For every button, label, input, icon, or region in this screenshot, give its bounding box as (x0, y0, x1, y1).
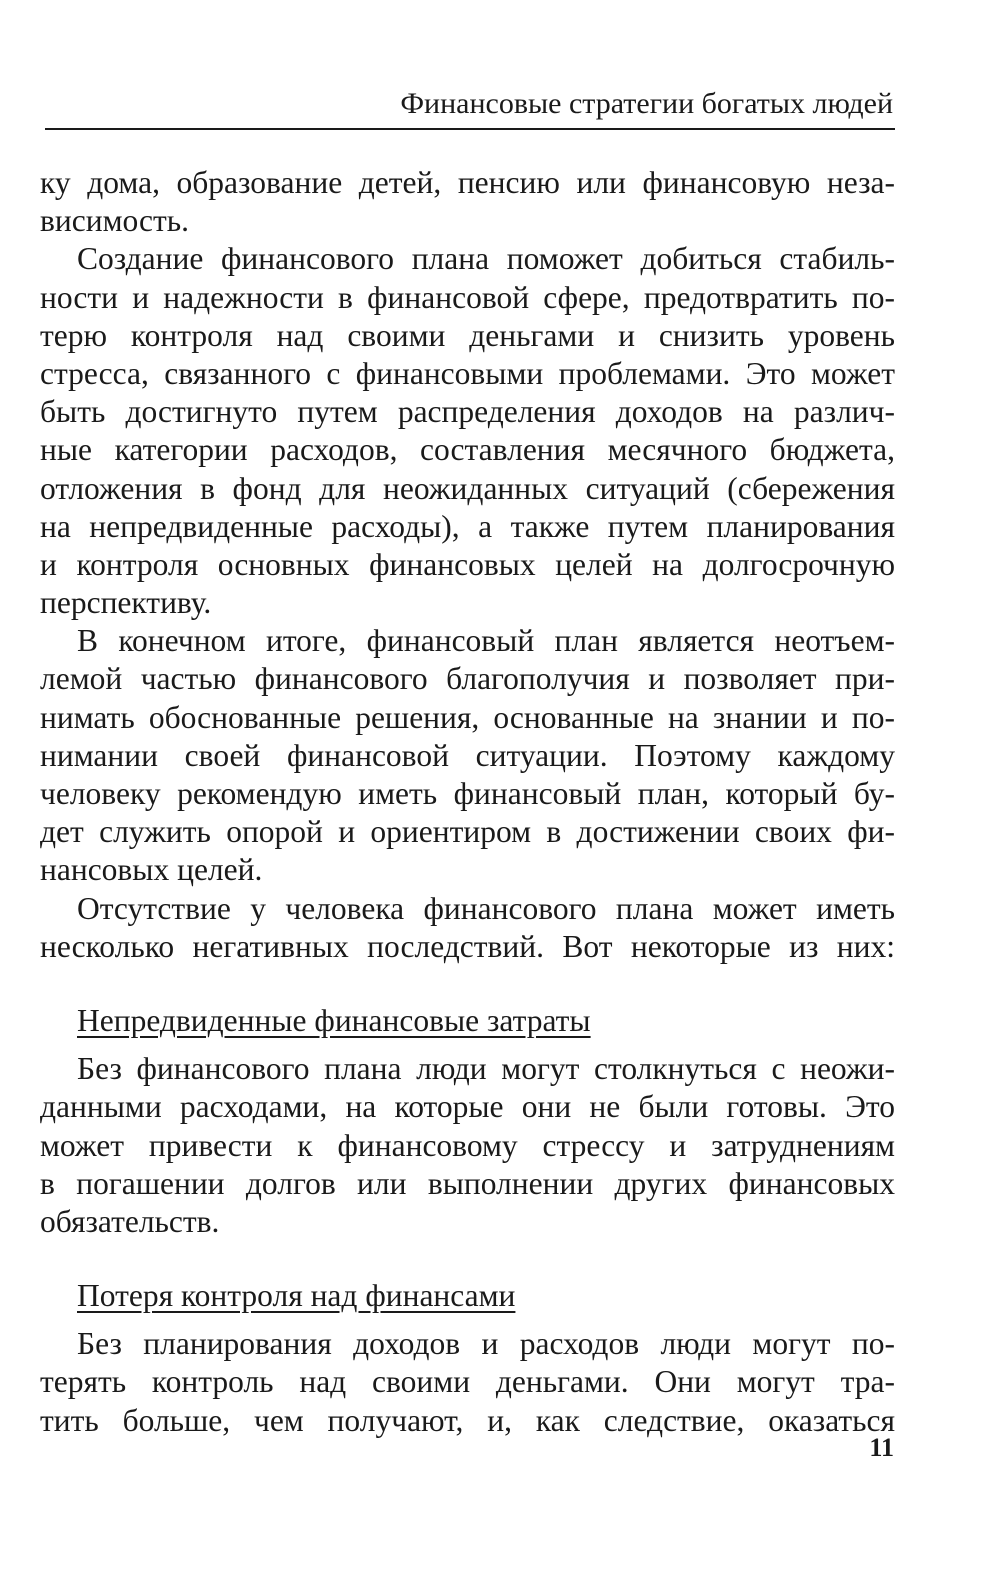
paragraph (40, 240, 895, 622)
text-line: и контроля основных финансовых целей на долгосрочную (40, 546, 895, 582)
text-line: может привести к финансовому стрессу и затруднениям (40, 1127, 895, 1163)
text-line: обязательств. (40, 1203, 220, 1239)
text-line: нимании своей финансовой ситуации. Поэтому каждому (40, 737, 895, 773)
running-header (45, 82, 895, 130)
section-loss-of-control (40, 1277, 895, 1440)
text-line: отложения в фонд для неожиданных ситуаций (сбережения (40, 470, 895, 506)
text-line: тить больше, чем получают, и, как следствие, оказаться (40, 1402, 895, 1438)
text-line: ности и надежности в финансовой сфере, предотвратить по- (40, 279, 895, 315)
text-line: дет служить опорой и ориентиром в достижении своих фи- (40, 814, 895, 850)
text-line: терять контроль над своими деньгами. Они могут тра- (40, 1364, 895, 1400)
paragraph (40, 622, 895, 889)
paragraph (40, 890, 895, 966)
text-line: на непредвиденные расходы), а также путем планирования (40, 508, 895, 544)
text-line: висимость. (40, 203, 190, 239)
text-line: терю контроля над своими деньгами и снизить уровень (40, 317, 895, 353)
text-line: В конечном итоге, финансовый план является неотъем- (77, 623, 895, 659)
text-line: Создание финансового плана поможет добиться стабиль- (77, 241, 895, 277)
text-line: данными расходами, на которые они не были готовы. Это (40, 1089, 895, 1125)
text-line: быть достигнуто путем распределения доходов на различ- (40, 394, 895, 430)
text-line: нимать обоснованные решения, основанные на знании и по- (40, 699, 895, 735)
paragraph-continuation (40, 164, 895, 240)
text-line: лемой частью финансового благополучия и позволяет при- (40, 661, 895, 697)
page-number: 11 (869, 1433, 894, 1462)
text-line: ку дома, образование детей, пенсию или финансовую неза- (40, 165, 895, 200)
running-header-title: Финансовые стратегии богатых людей (400, 87, 893, 120)
text-line: Без планирования доходов и расходов люди могут по- (77, 1326, 895, 1362)
text-line: стресса, связанного с финансовыми проблемами. Это может (40, 355, 895, 391)
section-heading: Потеря контроля над финансами (77, 1278, 516, 1314)
section-unexpected-costs (40, 1002, 895, 1241)
text-line: в погашении долгов или выполнении других финансовых (40, 1165, 895, 1201)
text-line: Без финансового плана люди могут столкнуться с неожи- (77, 1051, 895, 1087)
text-line: нансовых целей. (40, 852, 263, 888)
text-line: ные категории расходов, составления месячного бюджета, (40, 432, 895, 468)
text-line: перспективу. (40, 585, 212, 621)
text-line: несколько негативных последствий. Вот некоторые из них: (40, 928, 895, 964)
text-line: Отсутствие у человека финансового плана может иметь (77, 890, 895, 926)
page-body (40, 164, 895, 1440)
section-heading: Непредвиденные финансовые затраты (77, 1002, 591, 1038)
text-line: человеку рекомендую иметь финансовый план, который бу- (40, 776, 895, 811)
